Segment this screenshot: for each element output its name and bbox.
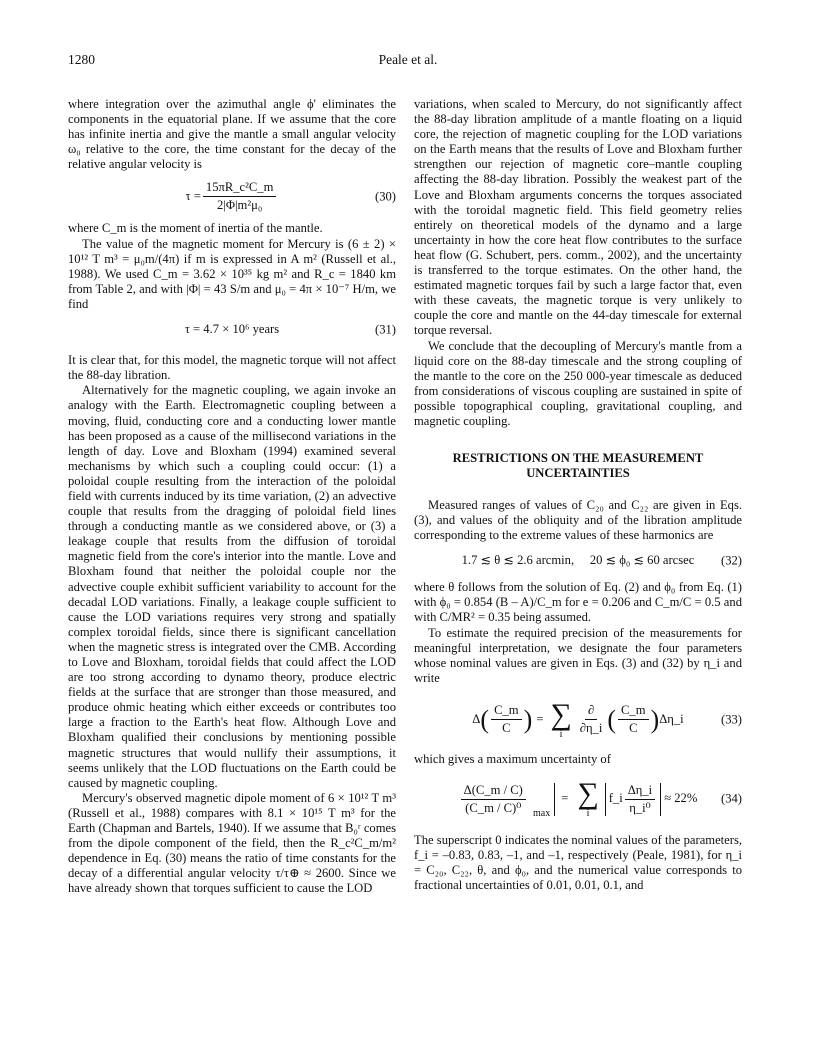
- close-paren: ): [650, 704, 660, 734]
- fraction: [491, 703, 522, 736]
- equation-31: [68, 322, 396, 337]
- paragraph: Alternatively for the magnetic coupling, we again invoke an analogy with the Earth. Electromagnetic coupling between a moving, fluid, conducting core and a conducting lower mantle has been proposed as a cause of the millisecond variations in the length of day. Love and Bloxham (1994) examined several mechanisms by which such a coupling could occur: (1) a poloidal couple resulting from the interaction of the poloidal field with currents induced by its time variation, (2) an advective couple that results from the dragging of poloidal field lines through a conducting mantle as we considered above, or (3) a leakage couple that results from the diffusion of toroidal magnetic field from the core's interior into the mantle. Love and Bloxham found that neither the poloidal couple nor the advective couple exhibit sufficient variability to account for the decadal LOD variations. Finally, a leakage couple sufficient to cause the LOD variations requires very strong and spatially complex toroidal fields, since there is significant cancellation when the magnetic stress is integrated over the CMB. According to Love and Bloxham, toroidal fields that could affect the LOD are too strong according to dynamo theory, produce electric fields at the surface that are stronger than those measured, and produce ohmic heating which either exceeds or contributes too large a fraction to the Earth's heat flow. Although Love and Bloxham qualified their conclusions by mentioning possible magnetic structures that would nullify their assumptions, it seems unlikely that the LOD fluctuations on the Earth could be caused by magnetic coupling.: [68, 383, 396, 790]
- fraction-denominator: ∂η_i: [579, 721, 603, 736]
- fraction-denominator: C: [629, 721, 638, 736]
- summation: [550, 697, 572, 740]
- summation: [577, 779, 598, 819]
- fraction-numerator: Δ(C_m / C): [461, 783, 526, 800]
- evaluation-bar: [459, 782, 556, 819]
- paragraph: We conclude that the decoupling of Mercury's mantle from a liquid core on the 88-day timescale and the strong coupling of the mantle to the core on the 250 000-year timescale as deduced from considerations of viscous coupling are sustained in spite of possible topographical coupling, gravitational coupling, and magnetic coupling.: [414, 338, 742, 428]
- equals-sign: =: [561, 791, 569, 806]
- left-column: [68, 97, 396, 897]
- fraction-denominator: (C_m / C)⁰: [465, 800, 522, 815]
- fraction: [618, 703, 649, 736]
- section-heading: RESTRICTIONS ON THE MEASUREMENT UNCERTAINTIES: [452, 451, 704, 481]
- open-paren: (: [480, 704, 490, 734]
- fraction-denominator: C: [502, 721, 511, 736]
- paragraph: It is clear that, for this model, the magnetic torque will not affect the 88-day libration.: [68, 353, 396, 383]
- equation-32: [414, 553, 742, 568]
- equation-tail: Δη_i: [659, 712, 684, 727]
- paragraph: where integration over the azimuthal angle ϕ' eliminates the components in the equatorial plane. If we assume that the core has infinite inertia and give the mantle a small angular velocity ω₀ relative to the core, the time constant for the decay of the relative angular velocity is: [68, 97, 396, 172]
- page-number: 1280: [68, 52, 95, 67]
- equation-body: [459, 779, 698, 819]
- delta-symbol: Δ: [472, 712, 481, 727]
- equation-number: (33): [721, 712, 742, 727]
- paragraph: To estimate the required precision of the measurements for meaningful interpretation, we designate the four parameters whose nominal values are given in Eqs. (3) and (32) by η_i and write: [414, 625, 742, 685]
- summation-index: i: [586, 808, 590, 819]
- paragraph: variations, when scaled to Mercury, do not significantly affect the 88-day libration amplitude of a mantle floating on a liquid core, the rejection of magnetic coupling for the LOD variations on the Earth means that the results of Love and Bloxham further strengthen our rejection of magnetic core–mantle coupling affecting the 88-day libration. Possibly the weakest part of the Love and Bloxham arguments concerns the torques associated with the toroidal magnetic field. This field geometry relies entirely on theoretical models of the dynamo and a large uncertainty in how the core heat flow contributes to the surface heat flow (G. Schubert, pers. comm., 2002), and the uncertainty is transferred to the torque estimates. On the other hand, the estimated magnetic torques fail by such a large factor that, even with these caveats, the magnetic torque is very unlikely to couple the core and mantle on the 44-day timescale for external torque reversal.: [414, 97, 742, 338]
- max-subscript: max: [532, 807, 551, 819]
- equation-body: τ = 4.7 × 10⁶ years: [184, 322, 280, 337]
- sigma-symbol: ∑: [577, 777, 599, 810]
- equation-number: (30): [375, 189, 396, 204]
- paragraph: The superscript 0 indicates the nominal values of the parameters, f_i = –0.83, 0.83, –1, and –1, respectively (Peale, 1981), for η_i = C₂₀, C₂₂, θ, and ϕ₀, and the numerical value corresponds to fractional uncertainties of 0.01, 0.01, 0.1, and: [414, 833, 742, 893]
- absolute-value: [605, 783, 661, 816]
- equation-number: (31): [375, 322, 396, 337]
- equation-30: [68, 180, 396, 213]
- equation-lhs: τ =: [185, 189, 201, 204]
- equation-body: 1.7 ≲ θ ≲ 2.6 arcmin, 20 ≲ ϕ₀ ≲ 60 arcsec: [461, 553, 695, 568]
- coefficient: f_i: [608, 791, 623, 806]
- paragraph: The value of the magnetic moment for Mercury is (6 ± 2) × 10¹² T m³ = μ₀m/(4π) if m is expressed in A m² (Russell et al., 1988). We used C_m = 3.62 × 10³⁵ kg m² and R_c = 1840 km from Table 2, and with |Φ| = 43 S/m and μ₀ = 4π × 10⁻⁷ H/m, we find: [68, 236, 396, 311]
- fraction: [203, 180, 277, 213]
- approx-value: ≈ 22%: [664, 791, 698, 806]
- fraction-numerator: C_m: [618, 703, 649, 720]
- paragraph: where C_m is the moment of inertia of the mantle.: [68, 221, 323, 236]
- fraction-numerator: Δη_i: [625, 783, 655, 800]
- open-paren: (: [607, 704, 617, 734]
- equals-sign: =: [536, 712, 544, 727]
- equation-34: [414, 779, 742, 819]
- fraction: [577, 703, 606, 736]
- paragraph: where θ follows from the solution of Eq. (2) and ϕ₀ from Eq. (1) with ϕ₀ = 0.854 (B – A)/C_m for e = 0.206 and C_m/C = 0.5 and with C/MR² = 0.35 being assumed.: [414, 580, 742, 625]
- summation-index: i: [559, 728, 563, 740]
- fraction-denominator: 2|Φ|m²μ₀: [217, 198, 263, 213]
- right-column: [414, 97, 742, 893]
- fraction-numerator: C_m: [491, 703, 522, 720]
- running-head: Peale et al.: [378, 52, 438, 67]
- paragraph: Mercury's observed magnetic dipole moment of 6 × 10¹² T m³ (Russell et al., 1988) compares with 8.1 × 10¹⁵ T m³ for the Earth (Chapman and Bartels, 1940). If we assume that B₀ʳ comes from the dipole component of the field, then the R_c²C_m/m² dependence in Eq. (30) means the ratio of time constants for the decay of a differential angular velocity τ/τ⊕ ≈ 2600. Since we have already shown that torques sufficient to cause the LOD: [68, 790, 396, 896]
- paragraph: Measured ranges of values of C₂₀ and C₂₂ are given in Eqs. (3), and values of the obliquity and of the libration amplitude corresponding to the extreme values of these harmonics are: [414, 497, 742, 543]
- close-paren: ): [523, 704, 533, 734]
- fraction-denominator: η_i⁰: [629, 800, 651, 815]
- paragraph: which gives a maximum uncertainty of: [414, 751, 611, 766]
- fraction: [625, 783, 655, 816]
- sigma-symbol: ∑: [550, 697, 572, 731]
- equation-33: [414, 697, 742, 740]
- equation-number: (32): [721, 553, 742, 568]
- fraction-numerator: 15πR_c²C_m: [203, 180, 277, 197]
- fraction: [461, 783, 526, 816]
- equation-number: (34): [721, 791, 742, 806]
- fraction-numerator: ∂: [585, 703, 597, 720]
